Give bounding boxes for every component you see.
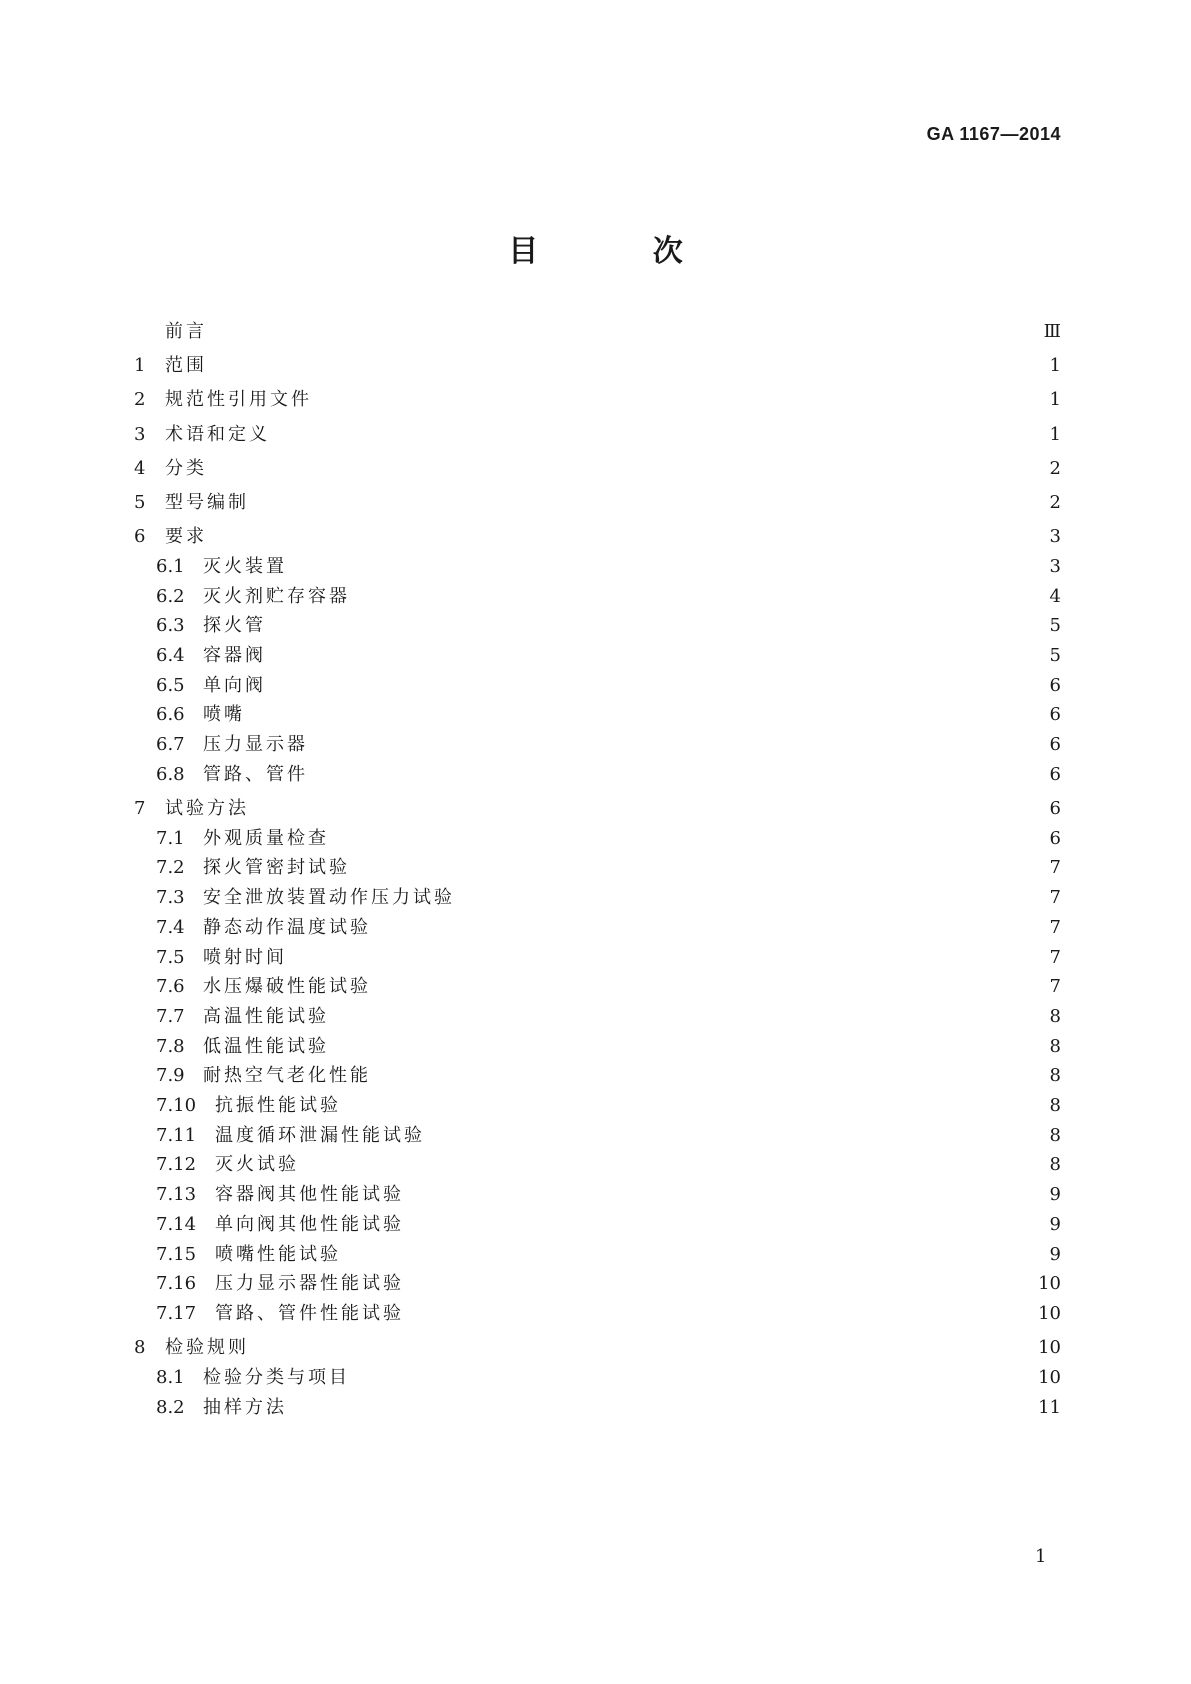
toc-entry-page: 6 [1049,827,1061,849]
toc-dot-leader [307,1152,1041,1178]
toc-entry [134,1335,1061,1361]
toc-entry-label: 分类 [165,457,207,479]
toc-entry-number: 4 [134,457,146,479]
toc-dot-leader [379,1063,1041,1089]
toc-entry [156,1212,1061,1238]
toc-entry-page: 8 [1049,1065,1061,1087]
toc-entry [156,673,1061,699]
toc-entry-label: 灭火剂贮存容器 [203,585,350,607]
toc-dot-leader [316,762,1041,788]
toc-entry-number: 7.15 [156,1243,197,1265]
toc-entry-label: 管路、管件 [203,763,308,785]
toc-entry-page: 11 [1038,1396,1061,1418]
toc-entry-label: 容器阀其他性能试验 [215,1184,404,1206]
toc-dot-leader [337,826,1041,852]
toc-dot-leader [274,673,1041,699]
toc-entry [156,1242,1061,1268]
toc-dot-leader [295,554,1041,580]
toc-entry-page: 8 [1049,1124,1061,1146]
toc-entry [156,885,1061,911]
toc-entry-page: 2 [1049,457,1061,479]
toc-entry [156,732,1061,758]
toc-entry-label: 检验分类与项目 [203,1366,350,1388]
toc-entry-number: 7.13 [156,1184,197,1206]
toc-entry-page: 6 [1049,734,1061,756]
toc-entry [156,1271,1061,1297]
toc-entry-label: 抽样方法 [203,1396,287,1418]
toc-entry-number: 7.9 [156,1065,185,1087]
toc-entry-page: 6 [1049,674,1061,696]
toc-entry-page: 3 [1049,526,1061,548]
toc-entry-page: 2 [1049,492,1061,513]
toc-entry-label: 要求 [165,526,207,548]
toc-dot-leader [295,1395,1032,1421]
toc-entry [156,702,1061,728]
toc-entry-page: 7 [1049,946,1061,968]
toc-entry-label: 容器阀 [203,645,266,666]
toc-entry [156,1093,1061,1119]
toc-entry-number: 6.1 [156,555,185,577]
toc-dot-leader [349,1242,1041,1268]
toc-entry-page: 8 [1049,1154,1061,1176]
toc-entry-page: 1 [1049,355,1061,377]
toc-dot-leader [274,643,1041,669]
toc-entry [156,554,1061,580]
toc-entry-label: 低温性能试验 [203,1035,329,1057]
toc-entry-number: 2 [134,389,146,411]
toc-dot-leader [379,915,1041,941]
toc-entry-number: 8.1 [156,1366,185,1388]
toc-dot-leader [215,353,1041,379]
toc-dot-leader [316,732,1041,758]
toc-entry-number: 8 [134,1337,146,1359]
toc-dot-leader [215,319,1038,345]
toc-entry-page: 7 [1049,976,1061,998]
toc-dot-leader [379,974,1041,1000]
toc-entry-number: 7 [134,798,146,819]
toc-entry-label: 试验方法 [165,798,249,819]
toc-entry [156,945,1061,971]
toc-entry-page: 3 [1049,555,1061,577]
toc-entry-label: 抗振性能试验 [215,1095,341,1116]
toc-entry-label: 单向阀 [203,674,266,696]
toc-entry-page: Ⅲ [1043,321,1061,342]
toc-entry [156,613,1061,639]
toc-entry [134,353,1061,379]
toc-entry-label: 高温性能试验 [203,1005,329,1027]
toc-entry-label: 探火管 [203,615,266,637]
toc-dot-leader [253,702,1041,728]
toc-entry-label: 灭火装置 [203,555,287,577]
toc-entry-page: 7 [1049,857,1061,879]
toc-entry [156,1301,1061,1327]
toc-entry-page: 6 [1049,763,1061,785]
toc-entry [134,796,1061,822]
toc-dot-leader [358,1365,1032,1391]
toc-entry-label: 前言 [165,321,207,342]
toc-entry-number: 7.5 [156,946,185,968]
toc-dot-leader [358,584,1041,610]
toc-entry-number: 6.2 [156,585,185,607]
toc-entry-label: 单向阀其他性能试验 [215,1213,404,1235]
toc-entry-number: 7.3 [156,887,185,909]
toc-dot-leader [412,1301,1032,1327]
toc-entry-label: 喷嘴 [203,704,245,726]
toc-entry-page: 9 [1049,1243,1061,1265]
toc-entry-number: 6.8 [156,763,185,785]
toc-entry [156,643,1061,669]
toc-entry-label: 管路、管件性能试验 [215,1302,404,1324]
toc-dot-leader [295,945,1041,971]
page-title: 目 次 [508,234,735,269]
toc-entry-number: 7.12 [156,1154,197,1176]
toc-entry-page: 5 [1049,645,1061,666]
toc-entry-page: 7 [1049,887,1061,909]
toc-entry [156,826,1061,852]
toc-dot-leader [412,1182,1041,1208]
toc-entry-page: 8 [1049,1095,1061,1116]
toc-entry-page: 10 [1038,1302,1061,1324]
toc-entry-label: 喷嘴性能试验 [215,1243,341,1265]
toc-entry [134,319,1061,345]
toc-entry-label: 耐热空气老化性能 [203,1065,371,1087]
toc-entry-page: 6 [1049,704,1061,726]
toc-dot-leader [215,456,1041,482]
toc-entry [156,1034,1061,1060]
toc-dot-leader [337,1004,1041,1030]
toc-entry-label: 安全泄放装置动作压力试验 [203,887,455,909]
toc-entry-page: 4 [1049,585,1061,607]
toc-dot-leader [257,796,1041,822]
toc-dot-leader [412,1212,1041,1238]
toc-dot-leader [358,855,1041,881]
toc-entry-page: 1 [1049,423,1061,445]
toc-entry-number: 6 [134,526,146,548]
toc-entry-page: 6 [1049,798,1061,819]
toc-entry [156,1063,1061,1089]
toc-entry [156,915,1061,941]
toc-entry-number: 7.11 [156,1124,197,1146]
toc-entry-label: 水压爆破性能试验 [203,976,371,998]
toc-entry [156,1004,1061,1030]
toc-entry-number: 7.2 [156,857,185,879]
toc-entry-label: 规范性引用文件 [165,389,312,411]
toc-entry-page: 10 [1038,1273,1061,1295]
toc-entry-number: 7.4 [156,916,185,938]
toc-entry-label: 检验规则 [165,1337,249,1359]
toc-entry-number: 7.6 [156,976,185,998]
toc-entry-label: 喷射时间 [203,946,287,968]
toc-entry-page: 10 [1038,1337,1061,1359]
toc-dot-leader [274,613,1041,639]
toc-entry-number: 7.7 [156,1005,185,1027]
toc-entry [134,387,1061,413]
toc-entry-label: 静态动作温度试验 [203,916,371,938]
toc-entry-number: 7.8 [156,1035,185,1057]
toc-entry-number: 1 [134,355,146,377]
toc-entry-label: 压力显示器 [203,734,308,756]
toc-entry [156,974,1061,1000]
toc-entry-number: 6.5 [156,674,185,696]
toc-entry-number: 8.2 [156,1396,185,1418]
toc-entry-number: 7.16 [156,1273,197,1295]
toc-entry [134,422,1061,448]
toc-entry-number: 7.10 [156,1095,197,1116]
toc-entry-page: 8 [1049,1005,1061,1027]
toc-entry-number: 6.4 [156,645,185,666]
toc-entry-page: 5 [1049,615,1061,637]
toc-entry-number: 6.3 [156,615,185,637]
toc-dot-leader [412,1271,1032,1297]
toc-entry [156,1365,1061,1391]
toc-entry [156,584,1061,610]
page-number: 1 [1035,1546,1047,1567]
toc-entry [134,524,1061,550]
toc-entry [134,456,1061,482]
toc-entry-number: 7.17 [156,1302,197,1324]
toc-entry-number: 5 [134,492,146,513]
toc-dot-leader [349,1093,1041,1119]
toc-entry-page: 8 [1049,1035,1061,1057]
toc-entry [156,1395,1061,1421]
toc-dot-leader [257,1335,1032,1361]
toc-dot-leader [278,422,1041,448]
toc-entry-label: 温度循环泄漏性能试验 [215,1124,425,1146]
toc-entry-label: 范围 [165,355,207,377]
toc-entry [156,1182,1061,1208]
toc-entry-label: 探火管密封试验 [203,857,350,879]
toc-entry-number: 7.1 [156,827,185,849]
toc-entry-page: 10 [1038,1366,1061,1388]
toc-entry [134,490,1061,516]
toc-entry-number: 7.14 [156,1213,197,1235]
toc-entry-number: 6.6 [156,704,185,726]
toc-entry-number: 3 [134,423,146,445]
toc-dot-leader [257,490,1041,516]
document-code: GA 1167—2014 [926,124,1061,144]
toc-entry [156,855,1061,881]
toc-dot-leader [463,885,1041,911]
toc-entry-number: 6.7 [156,734,185,756]
toc-dot-leader [337,1034,1041,1060]
toc-entry-page: 9 [1049,1184,1061,1206]
toc-dot-leader [433,1123,1041,1149]
toc-entry-page: 9 [1049,1213,1061,1235]
toc-dot-leader [215,524,1041,550]
toc-entry-label: 外观质量检查 [203,827,329,849]
toc-entry [156,1123,1061,1149]
toc-entry-label: 压力显示器性能试验 [215,1273,404,1295]
toc-entry [156,1152,1061,1178]
toc-entry-page: 1 [1049,389,1061,411]
toc-entry [156,762,1061,788]
toc-entry-page: 7 [1049,916,1061,938]
toc-entry-label: 灭火试验 [215,1154,299,1176]
toc-dot-leader [320,387,1041,413]
toc-entry-label: 型号编制 [165,492,249,513]
toc-entry-label: 术语和定义 [165,423,270,445]
